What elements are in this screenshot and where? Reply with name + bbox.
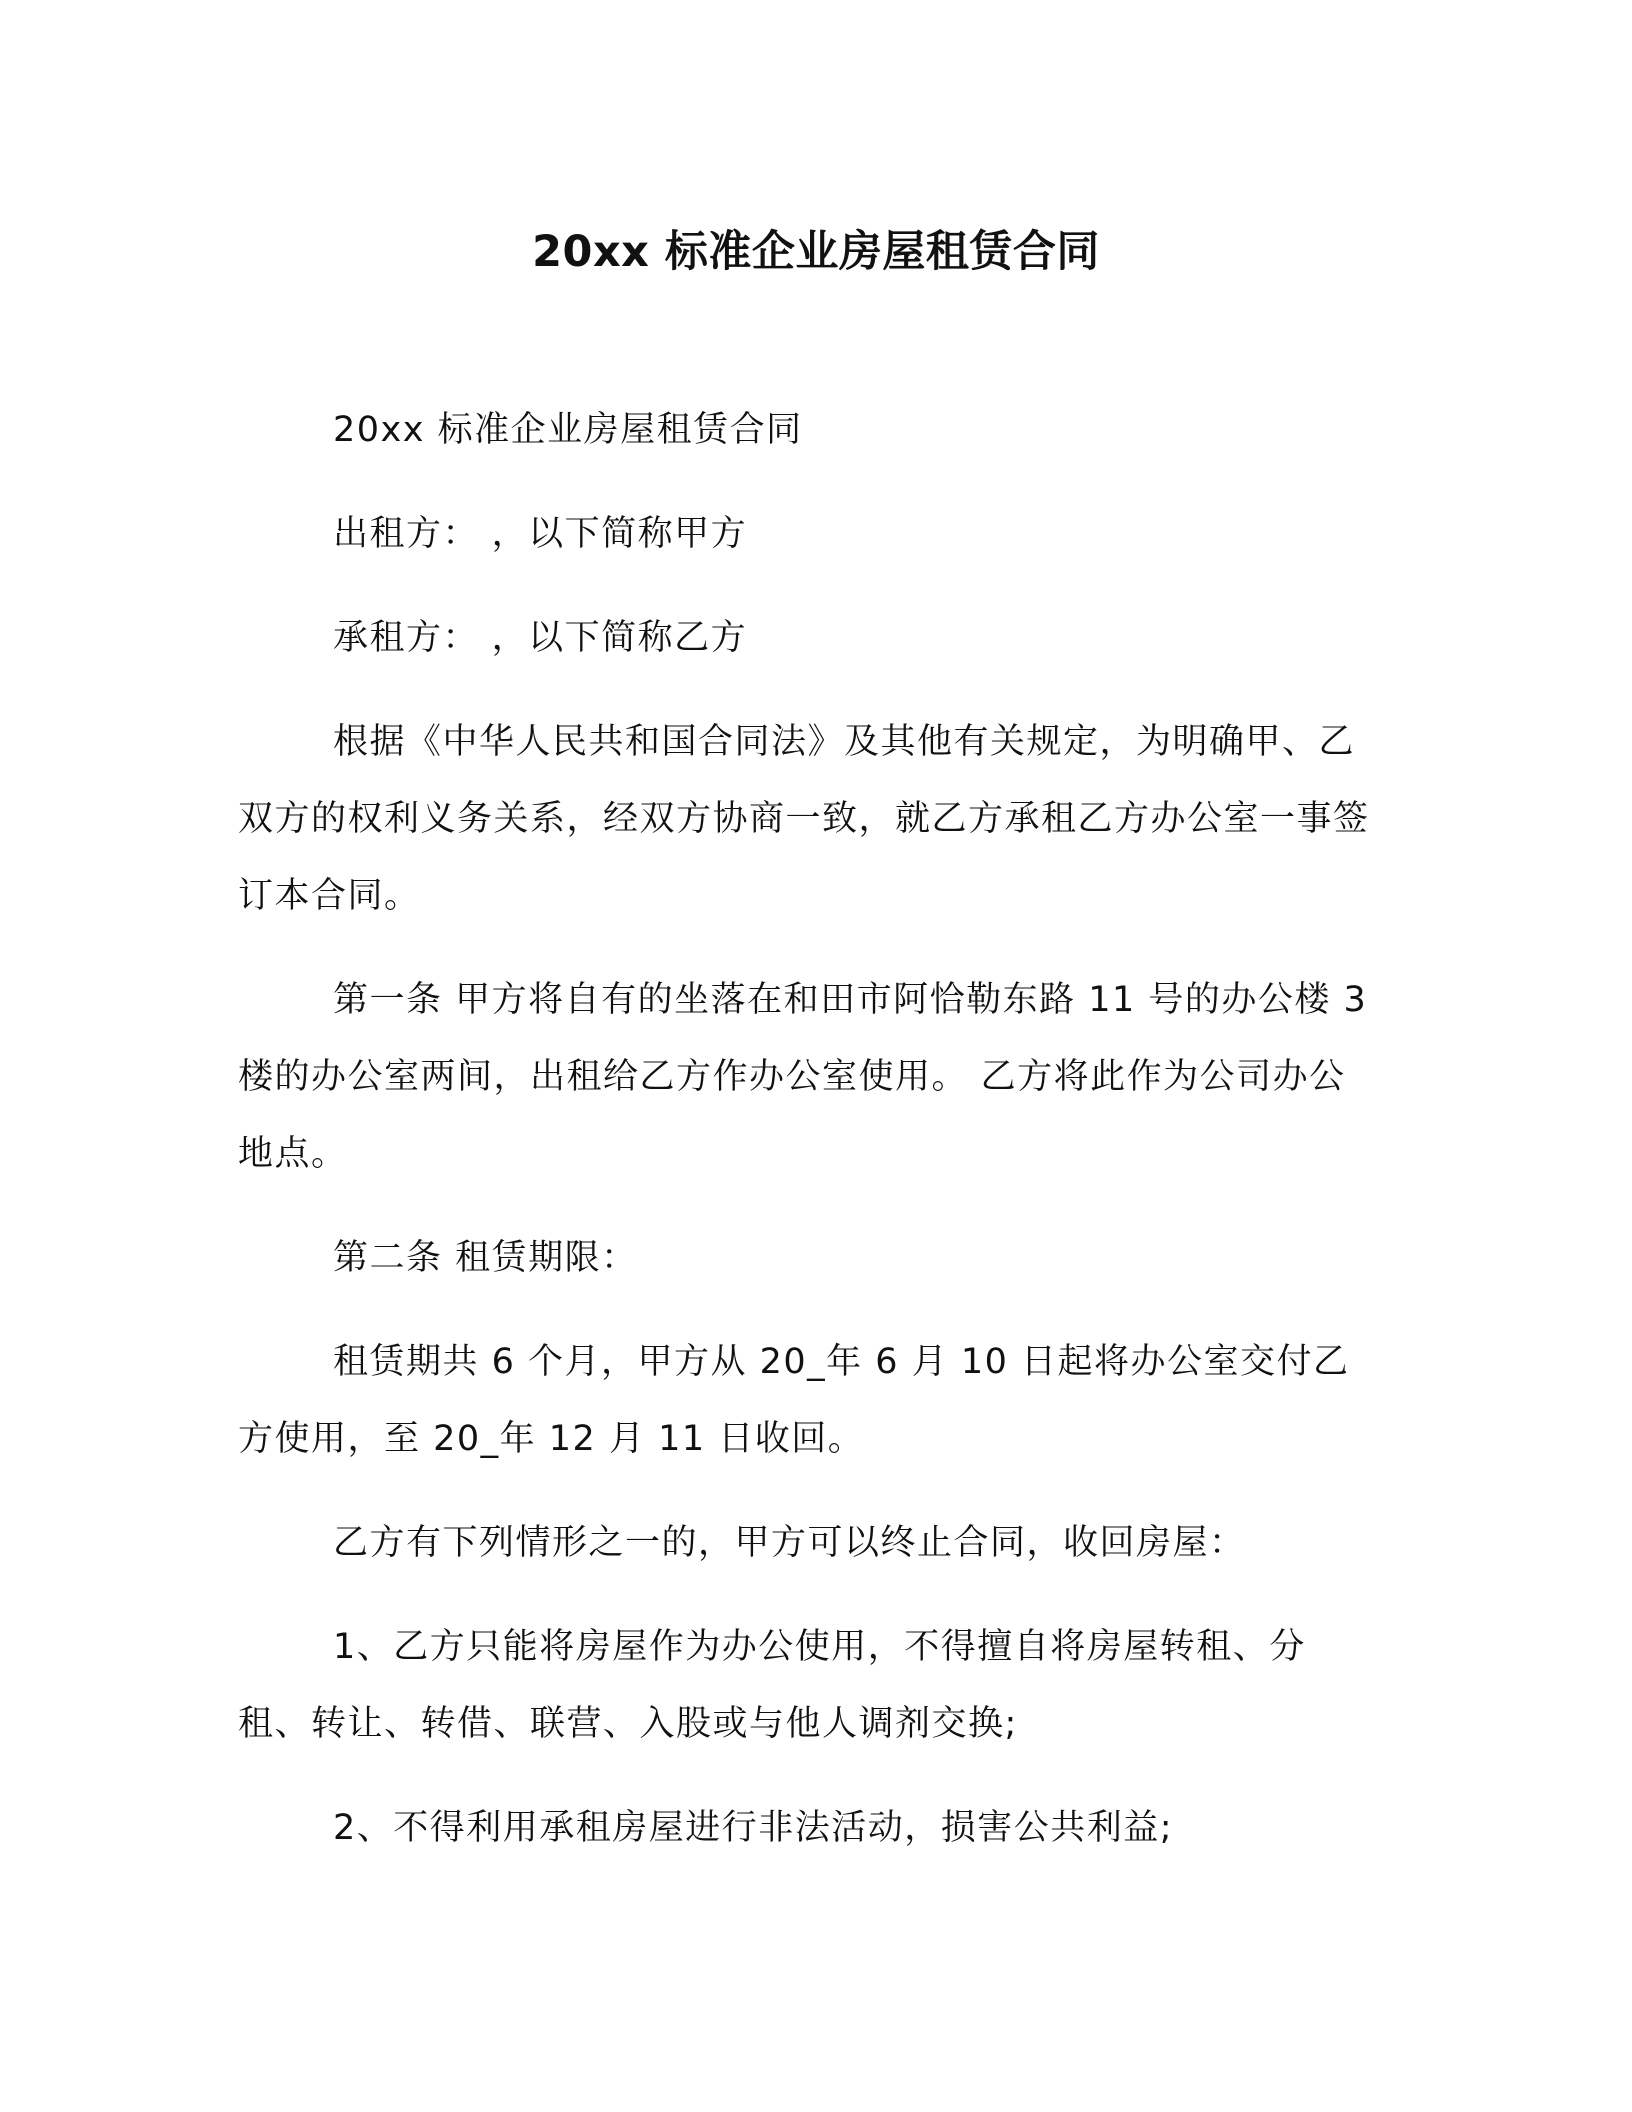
document-title: 20xx 标准企业房屋租赁合同	[532, 227, 1100, 277]
paragraph-lessor: 出租方： ，以下简称甲方	[333, 514, 748, 554]
paragraph-article-2-heading: 第二条 租赁期限：	[333, 1238, 638, 1278]
paragraph-preamble: 根据《中华人民共和国合同法》及其他有关规定，为明确甲、乙双方的权利义务关系，经双方协商一致，就乙方承租乙方办公室一事签订本合同。	[238, 722, 1370, 916]
document-body	[238, 392, 1378, 1894]
paragraph-lessee: 承租方： ，以下简称乙方	[333, 618, 748, 658]
paragraph-subtitle: 20xx 标准企业房屋租赁合同	[333, 410, 803, 450]
paragraph-lease-term: 租赁期共 6 个月，甲方从 20_年 6 月 10 日起将办公室交付乙方使用，至 20_年 12 月 11 日收回。	[238, 1342, 1350, 1459]
paragraph-clause-2: 2、不得利用承租房屋进行非法活动，损害公共利益;	[333, 1808, 1174, 1848]
paragraph-article-1: 第一条 甲方将自有的坐落在和田市阿恰勒东路 11 号的办公楼 3 楼的办公室两间，出租给乙方作办公室使用。 乙方将此作为公司办公地点。	[238, 980, 1368, 1174]
paragraph-termination-intro: 乙方有下列情形之一的，甲方可以终止合同，收回房屋：	[333, 1523, 1246, 1563]
paragraph-clause-1: 1、乙方只能将房屋作为办公使用，不得擅自将房屋转租、分租、转让、转借、联营、入股或与他人调剂交换;	[238, 1627, 1306, 1744]
